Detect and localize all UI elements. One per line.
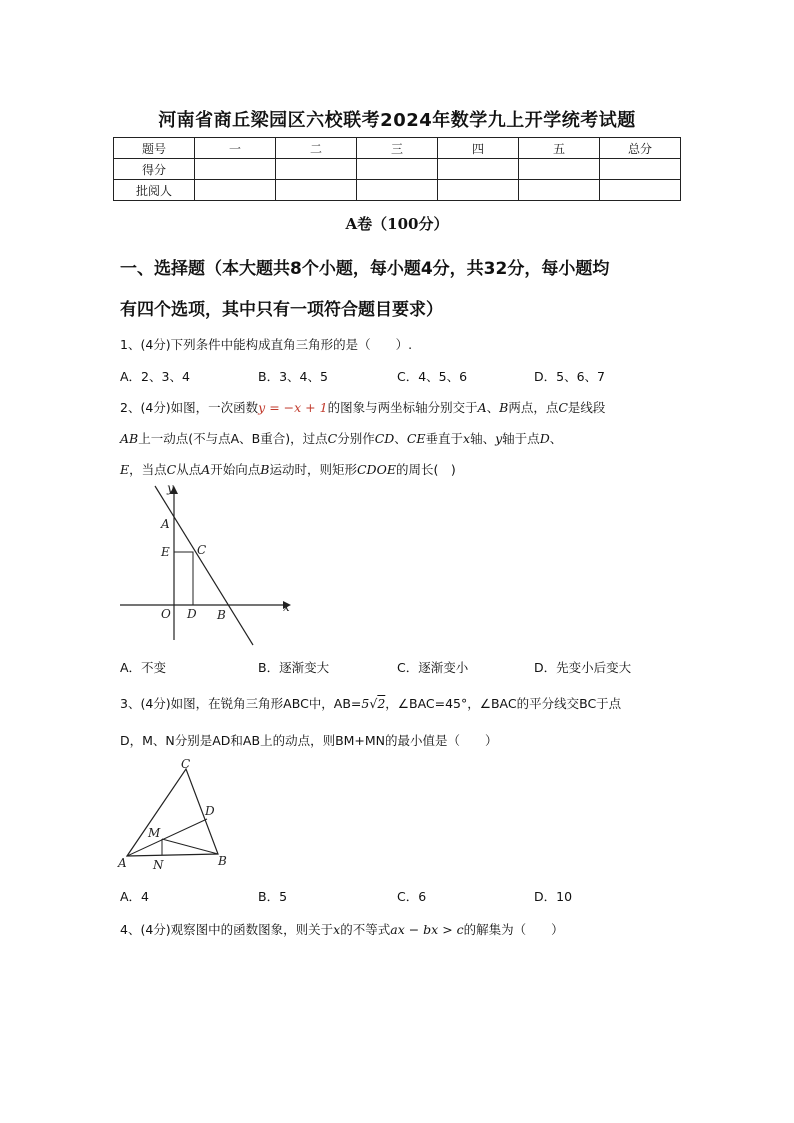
q1-option-c: C．4、5、6: [397, 369, 468, 384]
score-cell: [357, 159, 438, 180]
q3-stem-line1: 3、(4分)如图，在锐角三角形ABC中，AB=5√2，∠BAC=45°，∠BAC的平分线交BC于点: [120, 696, 622, 711]
paper-section-heading: A卷（100分）: [345, 215, 449, 233]
score-table: [113, 137, 681, 201]
score-cell: [519, 159, 600, 180]
section-heading-line1: 一、选择题（本大题共8个小题，每小题4分，共32分，每小题均: [120, 259, 610, 279]
score-cell: [195, 159, 276, 180]
q4-stem: 4、(4分)观察图中的函数图象，则关于x的不等式ax − bx > c的解集为（ ）: [120, 922, 564, 937]
rectangle-cdoe: [174, 552, 193, 605]
q1-option-b: B．3、4、5: [258, 369, 328, 384]
label-b: B: [218, 854, 227, 868]
label-n: N: [153, 858, 164, 872]
header-cell: 四: [438, 138, 519, 159]
label-y: y: [167, 481, 174, 495]
label-e: E: [161, 545, 170, 559]
reviewer-cell: [276, 180, 357, 201]
header-cell: 题号: [114, 138, 195, 159]
label-d: D: [205, 804, 215, 818]
q3-figure: [115, 755, 235, 875]
label-d: D: [187, 607, 197, 621]
q3-option-a: A．4: [120, 889, 150, 904]
label-x: x: [283, 600, 290, 614]
function-line: [155, 486, 253, 645]
reviewer-cell: [600, 180, 681, 201]
q2-option-d: D．先变小后变大: [534, 660, 632, 675]
label-m: M: [148, 826, 161, 840]
score-cell: [600, 159, 681, 180]
row-label: 批阅人: [114, 180, 195, 201]
q3-option-c: C．6: [397, 889, 427, 904]
score-cell: [438, 159, 519, 180]
q2-function: y = −x + 1: [258, 400, 328, 415]
label-a: A: [118, 856, 127, 870]
q3-option-d: D．10: [534, 889, 573, 904]
reviewer-row: [114, 180, 681, 201]
sqrt-symbol: √: [369, 696, 378, 711]
header-cell: 二: [276, 138, 357, 159]
q3-stem-line2: D，M、N分别是AD和AB上的动点，则BM+MN的最小值是（ ）: [120, 733, 498, 748]
header-cell: 五: [519, 138, 600, 159]
q2-option-c: C．逐渐变小: [397, 660, 469, 675]
score-cell: [276, 159, 357, 180]
exam-title: 河南省商丘梁园区六校联考2024年数学九上开学统考试题: [158, 110, 636, 131]
segment-bm: [162, 839, 218, 854]
reviewer-cell: [438, 180, 519, 201]
q1-option-a: A．2、3、4: [120, 369, 190, 384]
q2-stem-line1: 2、(4分)如图，一次函数y = −x + 1的图象与两坐标轴分别交于A、B两点，点C是线段: [120, 400, 606, 415]
label-c: C: [181, 757, 191, 771]
section-heading-line2: 有四个选项，其中只有一项符合题目要求）: [120, 300, 443, 320]
q2-stem-line3: E，当点C从点A开始向点B运动时，则矩形CDOE的周长( ): [120, 462, 456, 477]
q2-option-b: B．逐渐变大: [258, 660, 330, 675]
reviewer-cell: [357, 180, 438, 201]
header-cell: 一: [195, 138, 276, 159]
row-label: 得分: [114, 159, 195, 180]
label-b: B: [217, 608, 226, 622]
header-cell: 总分: [600, 138, 681, 159]
q2-figure: [115, 480, 295, 650]
score-row: [114, 159, 681, 180]
q3-option-b: B．5: [258, 889, 288, 904]
reviewer-cell: [195, 180, 276, 201]
label-a: A: [161, 517, 170, 531]
q2-option-a: A．不变: [120, 660, 167, 675]
q2-stem-line2: AB上一动点(不与点A、B重合)，过点C分别作CD、CE垂直于x轴、y轴于点D、: [120, 431, 563, 446]
reviewer-cell: [519, 180, 600, 201]
q1-stem: 1、(4分)下列条件中能构成直角三角形的是（ ）.: [120, 337, 413, 352]
label-c: C: [197, 543, 207, 557]
score-table-header: [114, 138, 681, 159]
label-o: O: [161, 607, 171, 621]
header-cell: 三: [357, 138, 438, 159]
q1-option-d: D．5、6、7: [534, 369, 605, 384]
